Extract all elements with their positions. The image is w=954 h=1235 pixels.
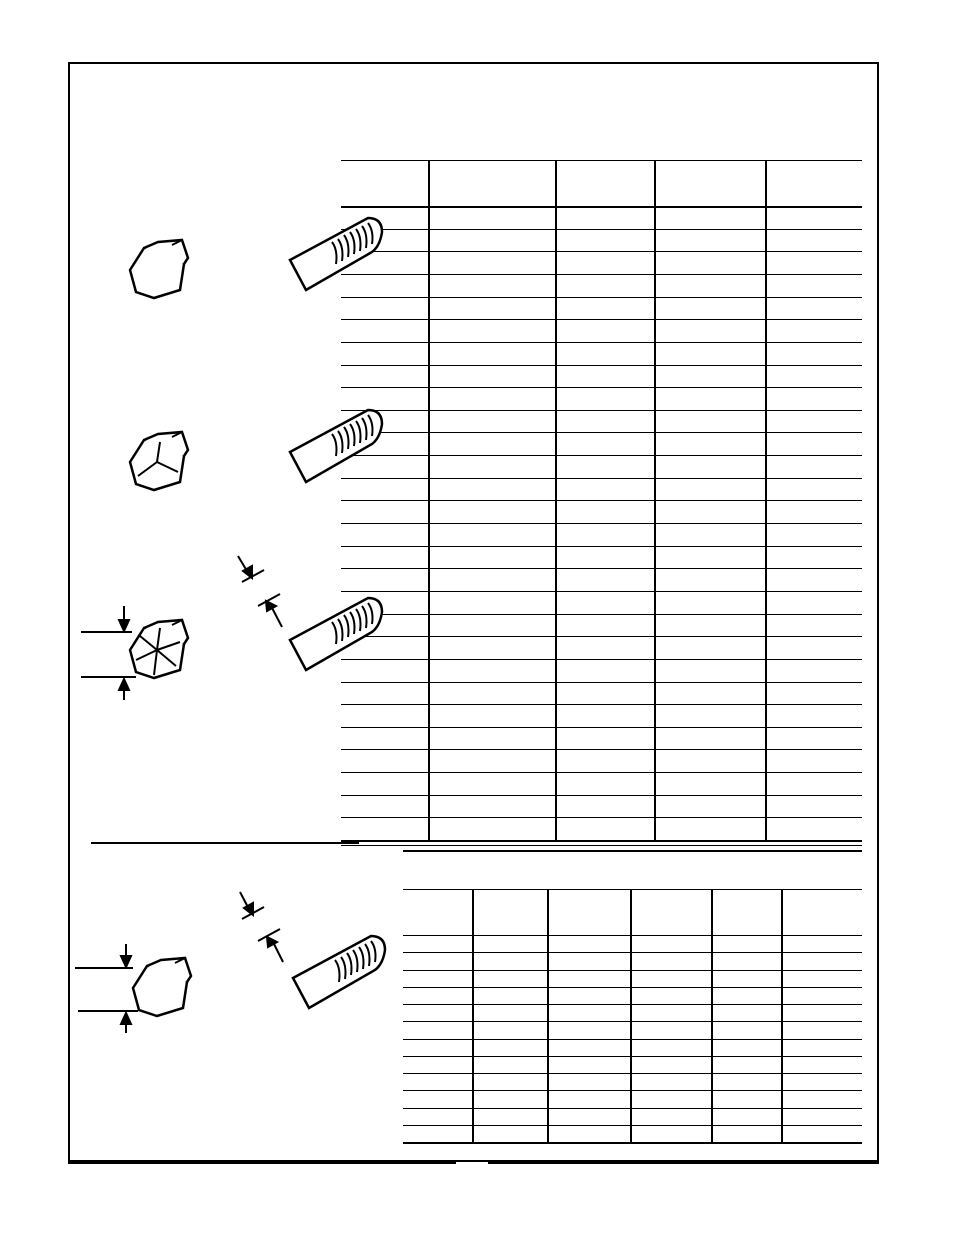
metric-bolt-icon <box>133 936 385 1016</box>
grade-2-bolt-icon <box>130 218 382 298</box>
grade-5-bolt-icon <box>130 410 382 490</box>
grade-8-bolt-icon <box>130 598 382 678</box>
